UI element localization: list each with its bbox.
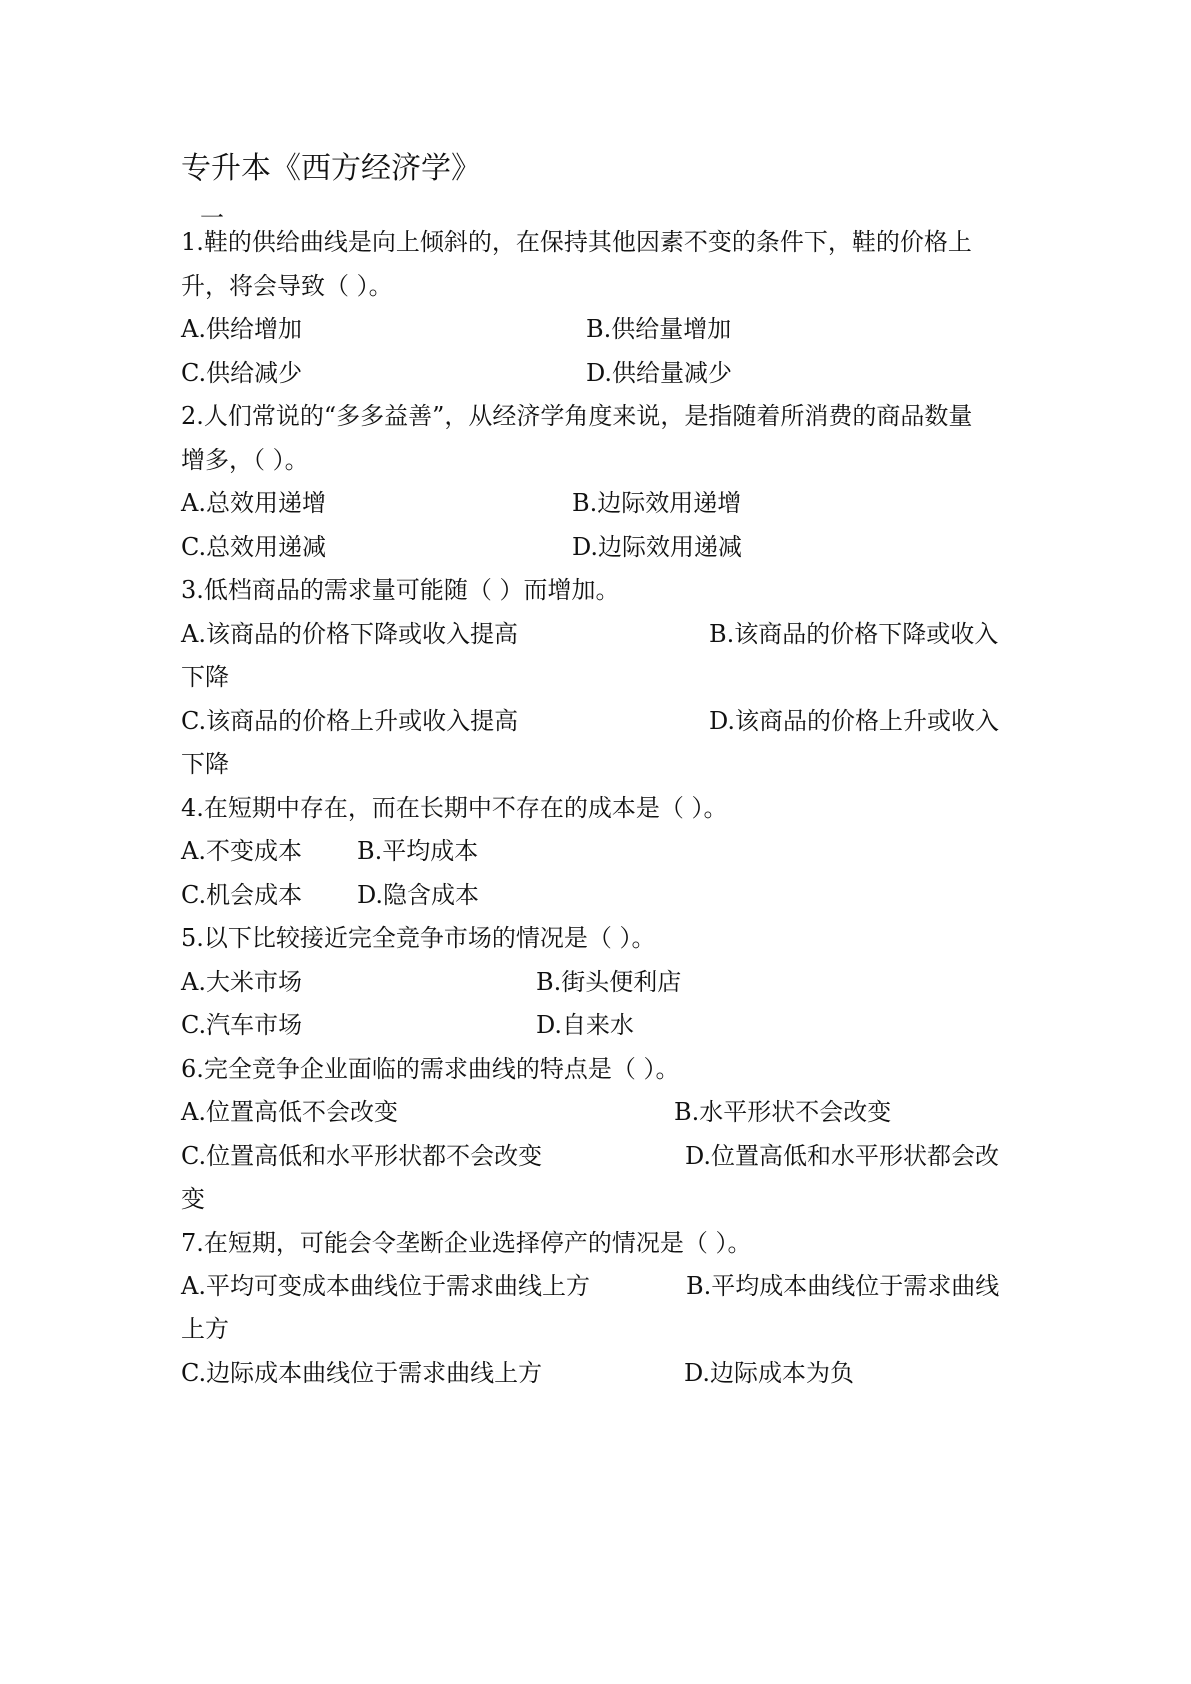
question-4-option-c: C.机会成本 [181, 881, 303, 909]
question-6-option-a: A.位置高低不会改变 [181, 1098, 398, 1126]
question-1-option-d: D.供给量减少 [586, 359, 733, 387]
question-2-option-c: C.总效用递减 [181, 533, 327, 561]
question-6-option-c: C.位置高低和水平形状都不会改变 [181, 1142, 543, 1170]
question-6-stem-line-1: 6.完全竞争企业面临的需求曲线的特点是（ ）。 [181, 1055, 680, 1083]
question-5-option-c: C.汽车市场 [181, 1011, 303, 1039]
question-3-option-d-continued: 下降 [181, 750, 229, 778]
question-2-option-d: D.边际效用递减 [572, 533, 743, 561]
document-title: 专升本《西方经济学》 [181, 151, 481, 186]
question-4-option-d: D.隐含成本 [357, 881, 480, 909]
question-2-stem-line-2: 增多，（ ）。 [181, 446, 309, 474]
question-3-option-b-continued: 下降 [181, 663, 229, 691]
question-6-option-d-continued: 变 [181, 1185, 205, 1213]
question-1-option-c: C.供给减少 [181, 359, 303, 387]
question-7-option-b-continued: 上方 [181, 1315, 229, 1343]
question-2-stem-line-1: 2.人们常说的“多多益善”，从经济学角度来说，是指随着所消费的商品数量 [181, 402, 973, 430]
question-2-option-b: B.边际效用递增 [572, 489, 742, 517]
question-7-option-b: B.平均成本曲线位于需求曲线 [686, 1272, 1000, 1300]
question-3-option-b: B.该商品的价格下降或收入 [709, 620, 999, 648]
question-6-option-b: B.水平形状不会改变 [674, 1098, 892, 1126]
question-5-option-b: B.街头便利店 [536, 968, 682, 996]
question-4-stem-line-1: 4.在短期中存在，而在长期中不存在的成本是（ ）。 [181, 794, 728, 822]
question-1-option-a: A.供给增加 [181, 315, 302, 343]
question-5-option-a: A.大米市场 [181, 968, 302, 996]
question-7-option-a: A.平均可变成本曲线位于需求曲线上方 [181, 1272, 590, 1300]
question-7-option-c: C.边际成本曲线位于需求曲线上方 [181, 1359, 543, 1387]
section-number: 一 [200, 204, 224, 232]
question-7-option-d: D.边际成本为负 [684, 1359, 855, 1387]
question-4-option-b: B.平均成本 [357, 837, 479, 865]
question-6-option-d: D.位置高低和水平形状都会改 [685, 1142, 1000, 1170]
question-1-stem-line-2: 升，将会导致（ ）。 [181, 272, 393, 300]
question-5-option-d: D.自来水 [536, 1011, 635, 1039]
question-3-stem-line-1: 3.低档商品的需求量可能随（ ）而增加。 [181, 576, 620, 604]
question-1-option-b: B.供给量增加 [586, 315, 732, 343]
question-3-option-c: C.该商品的价格上升或收入提高 [181, 707, 519, 735]
question-4-option-a: A.不变成本 [181, 837, 302, 865]
question-1-stem-line-1: 1.鞋的供给曲线是向上倾斜的，在保持其他因素不变的条件下，鞋的价格上 [181, 228, 972, 256]
question-7-stem-line-1: 7.在短期，可能会令垄断企业选择停产的情况是（ ）。 [181, 1229, 752, 1257]
question-5-stem-line-1: 5.以下比较接近完全竞争市场的情况是（ ）。 [181, 924, 656, 952]
question-3-option-a: A.该商品的价格下降或收入提高 [181, 620, 518, 648]
question-3-option-d: D.该商品的价格上升或收入 [709, 707, 1000, 735]
question-2-option-a: A.总效用递增 [181, 489, 326, 517]
